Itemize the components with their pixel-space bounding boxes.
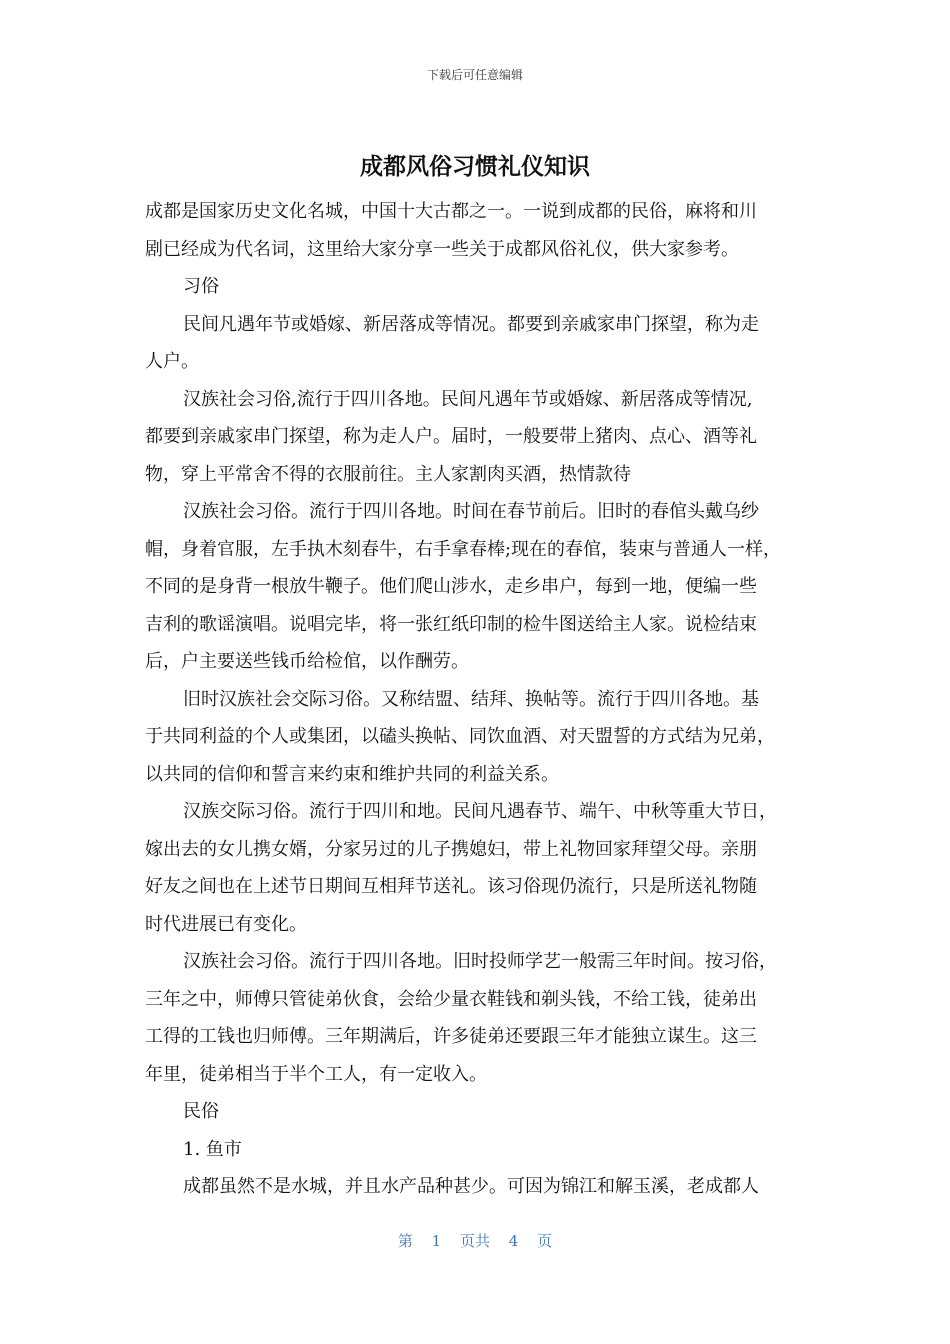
text-line: 不同的是身背一根放牛鞭子。他们爬山涉水，走乡串户，每到一地，便编一些 <box>145 576 757 597</box>
text-line: 嫁出去的女儿携女婿，分家另过的儿子携媳妇，带上礼物回家拜望父母。亲朋 <box>145 838 757 860</box>
footer-prefix: 第 <box>397 1232 413 1250</box>
text-line: 习俗 <box>183 276 219 297</box>
text-line: 帽，身着官服，左手执木刻春牛，右手拿春棒;现在的春倌，装束与普通人一样， <box>145 538 782 560</box>
text-line: 汉族交际习俗。流行于四川和地。民间凡遇春节、端午、中秋等重大节日， <box>183 801 777 822</box>
text-line: 1. 鱼市 <box>183 1138 242 1160</box>
document-body <box>145 193 810 1206</box>
text-line: 汉族社会习俗。流行于四川各地。旧时投师学艺一般需三年时间。按习俗， <box>183 951 777 972</box>
text-line: 吉利的歌谣演唱。说唱完毕，将一张红纸印制的检牛图送给主人家。说检结束 <box>145 613 757 635</box>
text-line: 后，户主要送些钱币给检倌，以作酬劳。 <box>145 651 469 672</box>
text-line: 民间凡遇年节或婚嫁、新居落成等情况。都要到亲戚家串门探望，称为走 <box>183 313 759 335</box>
text-line: 都要到亲戚家串门探望，称为走人户。届时，一般要带上猪肉、点心、酒等礼 <box>145 426 757 447</box>
footer-middle: 页共 <box>459 1232 490 1250</box>
text-line: 物，穿上平常舍不得的衣服前往。主人家割肉买酒，热情款待 <box>145 463 631 485</box>
page-footer <box>0 1230 950 1251</box>
header-note: 下载后可任意编辑 <box>426 68 523 82</box>
text-line: 汉族社会习俗,流行于四川各地。民间凡遇年节或婚嫁、新居落成等情况, <box>183 388 753 410</box>
text-line: 民俗 <box>183 1101 219 1122</box>
text-line: 成都是国家历史文化名城，中国十大古都之一。一说到成都的民俗，麻将和川 <box>145 201 757 222</box>
text-line: 人户。 <box>145 351 199 372</box>
text-line: 三年之中，师傅只管徒弟伙食，会给少量衣鞋钱和剃头钱，不给工钱，徒弟出 <box>145 988 757 1010</box>
text-line: 成都虽然不是水城，并且水产品种甚少。可因为锦江和解玉溪，老成都人 <box>183 1176 759 1197</box>
text-line: 剧已经成为代名词，这里给大家分享一些关于成都风俗礼仪，供大家参考。 <box>145 238 739 260</box>
text-line: 时代进展已有变化。 <box>145 913 307 935</box>
footer-suffix: 页 <box>537 1232 553 1250</box>
text-line: 于共同利益的个人或集团，以磕头换帖、同饮血酒、对天盟誓的方式结为兄弟， <box>145 726 775 747</box>
text-line: 汉族社会习俗。流行于四川各地。时间在春节前后。旧时的春倌头戴乌纱 <box>183 501 759 522</box>
text-line: 年里，徒弟相当于半个工人，有一定收入。 <box>145 1063 487 1085</box>
text-line: 工得的工钱也归师傅。三年期满后，许多徒弟还要跟三年才能独立谋生。这三 <box>145 1026 757 1047</box>
document-title: 成都风俗习惯礼仪知识 <box>360 154 590 180</box>
text-line: 以共同的信仰和誓言来约束和维护共同的利益关系。 <box>145 763 559 785</box>
footer-page-number: 1 <box>431 1232 442 1250</box>
footer-total-pages: 4 <box>508 1232 519 1250</box>
text-line: 旧时汉族社会交际习俗。又称结盟、结拜、换帖等。流行于四川各地。基 <box>183 688 759 710</box>
text-line: 好友之间也在上述节日期间互相拜节送礼。该习俗现仍流行，只是所送礼物随 <box>145 876 757 897</box>
